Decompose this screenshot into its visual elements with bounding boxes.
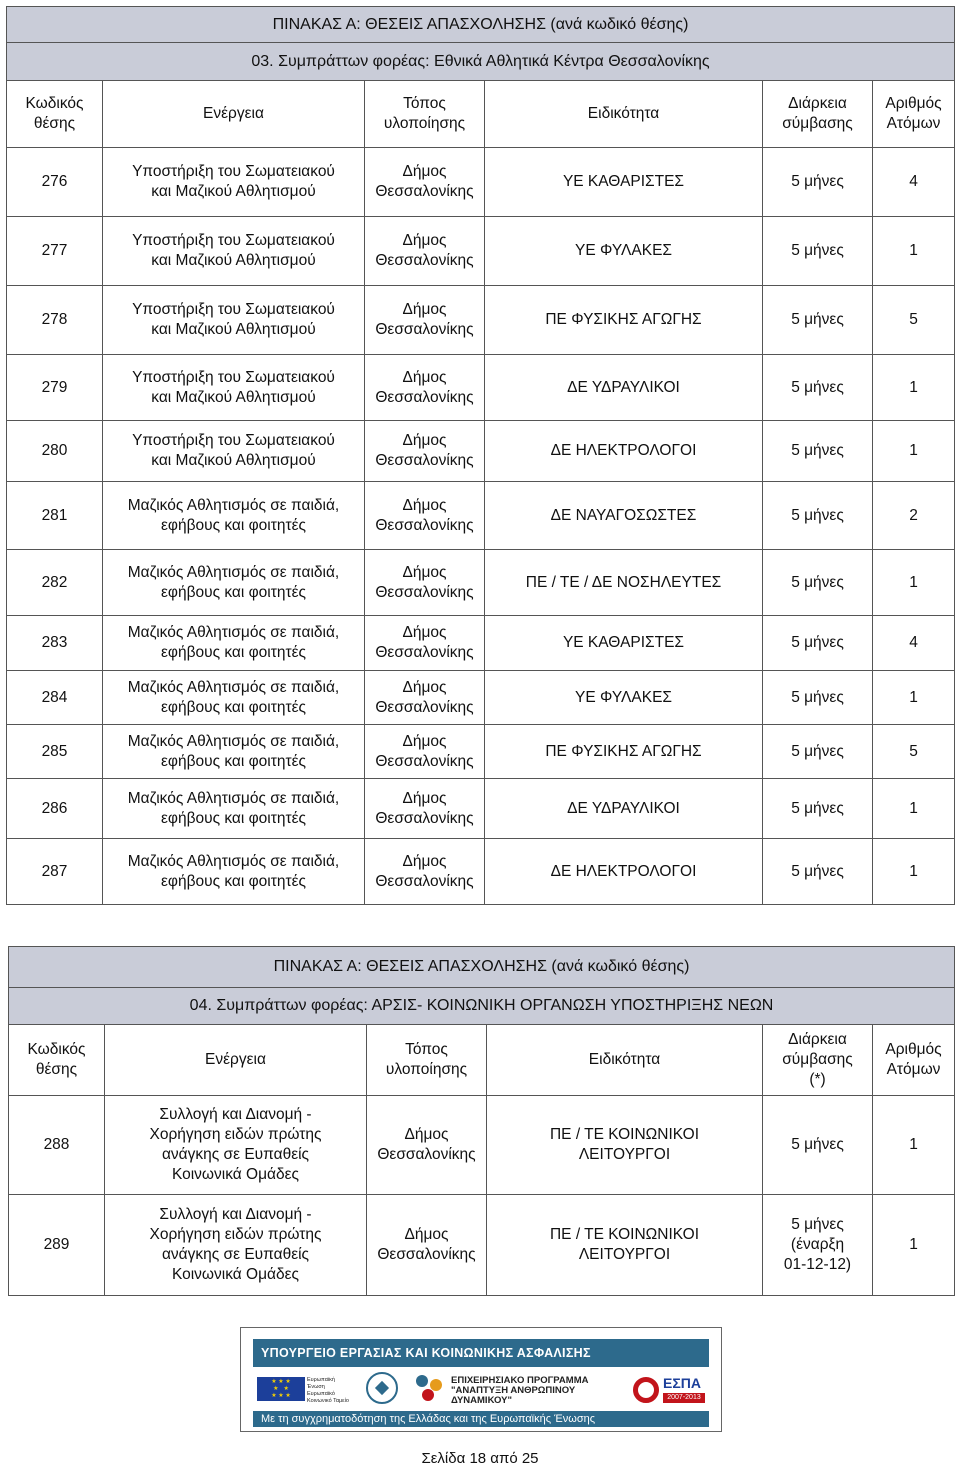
espa-years: 2007-2013 (663, 1393, 705, 1403)
cell-duration: 5 μήνες (763, 217, 873, 286)
espa-logo (633, 1373, 707, 1407)
cell-action: Υποστήριξη του Σωματειακού και Μαζικού Αθλητισμού (103, 148, 365, 217)
cell-specialty: ΔΕ ΗΛΕΚΤΡΟΛΟΓΟΙ (485, 839, 763, 905)
cell-code: 277 (7, 217, 103, 286)
cell-code: 278 (7, 286, 103, 355)
header-place: Τόπος υλοποίησης (367, 1025, 487, 1096)
header-persons: Αριθμός Ατόμων (873, 1025, 955, 1096)
cell-action: Υποστήριξη του Σωματειακού και Μαζικού Αθλητισμού (103, 286, 365, 355)
cell-specialty: ΔΕ ΥΔΡΑΥΛΙΚΟΙ (485, 355, 763, 421)
cell-duration: 5 μήνες (763, 616, 873, 671)
cell-place: Δήμος Θεσσαλονίκης (367, 1096, 487, 1195)
cell-duration: 5 μήνες (763, 148, 873, 217)
partner-title: 04. Συμπράττων φορέας: ΑΡΣΙΣ- ΚΟΙΝΩΝΙΚΗ ΟΡΓΑΝΩΣΗ ΥΠΟΣΤΗΡΙΞΗΣ ΝΕΩΝ (9, 988, 955, 1025)
cell-specialty: ΠΕ ΦΥΣΙΚΗΣ ΑΓΩΓΗΣ (485, 286, 763, 355)
partner-title: 03. Συμπράττων φορέας: Εθνικά Αθλητικά Κέντρα Θεσσαλονίκης (7, 43, 955, 81)
table-title: ΠΙΝΑΚΑΣ Α: ΘΕΣΕΙΣ ΑΠΑΣΧΟΛΗΣΗΣ (ανά κωδικό θέσης) (7, 7, 955, 43)
cell-duration: 5 μήνες (763, 482, 873, 550)
header-duration: Διάρκεια σύμβασης (763, 81, 873, 148)
cell-specialty: ΠΕ / ΤΕ ΚΟΙΝΩΝΙΚΟΙ ΛΕΙΤΟΥΡΓΟΙ (487, 1195, 763, 1296)
cell-action: Συλλογή και Διανομή - Χορήγηση ειδών πρώτης ανάγκης σε Ευπαθείς Κοινωνικά Ομάδες (105, 1096, 367, 1195)
cell-specialty: ΠΕ ΦΥΣΙΚΗΣ ΑΓΩΓΗΣ (485, 725, 763, 779)
table-row (7, 286, 955, 355)
cell-duration: 5 μήνες (763, 355, 873, 421)
cell-code: 284 (7, 671, 103, 725)
eu-flag-icon: ★ ★ ★ ★ ★ ★ ★ ★ (257, 1377, 305, 1401)
cell-persons: 1 (873, 839, 955, 905)
cell-persons: 1 (873, 217, 955, 286)
cell-persons: 1 (873, 421, 955, 482)
cell-code: 287 (7, 839, 103, 905)
cell-place: Δήμος Θεσσαλονίκης (365, 725, 485, 779)
header-row (7, 81, 955, 148)
cell-specialty: ΠΕ / ΤΕ ΚΟΙΝΩΝΙΚΟΙ ΛΕΙΤΟΥΡΓΟΙ (487, 1096, 763, 1195)
cell-code: 282 (7, 550, 103, 616)
cofinancing-banner (240, 1327, 722, 1432)
cell-duration: 5 μήνες (763, 725, 873, 779)
cofinancing-bar: Με τη συγχρηματοδότηση της Ελλάδας και της Ευρωπαϊκής Ένωσης (253, 1411, 709, 1427)
cell-code: 288 (9, 1096, 105, 1195)
cell-action: Μαζικός Αθλητισμός σε παιδιά, εφήβους και φοιτητές (103, 482, 365, 550)
cell-code: 276 (7, 148, 103, 217)
cell-action: Μαζικός Αθλητισμός σε παιδιά, εφήβους και φοιτητές (103, 616, 365, 671)
cell-code: 279 (7, 355, 103, 421)
cell-persons: 1 (873, 1195, 955, 1296)
cell-persons: 1 (873, 550, 955, 616)
cell-persons: 5 (873, 286, 955, 355)
cell-persons: 5 (873, 725, 955, 779)
header-action: Ενέργεια (103, 81, 365, 148)
header-action: Ενέργεια (105, 1025, 367, 1096)
cell-persons: 1 (873, 671, 955, 725)
cell-action: Μαζικός Αθλητισμός σε παιδιά, εφήβους και φοιτητές (103, 839, 365, 905)
cell-persons: 1 (873, 1096, 955, 1195)
cell-persons: 4 (873, 148, 955, 217)
cell-place: Δήμος Θεσσαλονίκης (365, 217, 485, 286)
cell-specialty: ΔΕ ΝΑΥΑΓΟΣΩΣΤΕΣ (485, 482, 763, 550)
page-number: Σελίδα 18 από 25 (421, 1450, 539, 1467)
header-code: Κωδικός θέσης (9, 1025, 105, 1096)
cell-code: 283 (7, 616, 103, 671)
header-place: Τόπος υλοποίησης (365, 81, 485, 148)
cell-action: Υποστήριξη του Σωματειακού και Μαζικού Αθλητισμού (103, 421, 365, 482)
cell-place: Δήμος Θεσσαλονίκης (365, 671, 485, 725)
cell-place: Δήμος Θεσσαλονίκης (365, 286, 485, 355)
cell-duration: 5 μήνες (763, 550, 873, 616)
cell-code: 285 (7, 725, 103, 779)
cell-specialty: ΥΕ ΚΑΘΑΡΙΣΤΕΣ (485, 616, 763, 671)
table-row (9, 1096, 955, 1195)
cell-action: Μαζικός Αθλητισμός σε παιδιά, εφήβους και φοιτητές (103, 725, 365, 779)
cell-duration: 5 μήνες (763, 1096, 873, 1195)
cell-code: 280 (7, 421, 103, 482)
cell-place: Δήμος Θεσσαλονίκης (365, 355, 485, 421)
table-row (7, 671, 955, 725)
espa-circle-icon (633, 1377, 659, 1403)
cell-action: Μαζικός Αθλητισμός σε παιδιά, εφήβους και φοιτητές (103, 779, 365, 839)
table-row (9, 1195, 955, 1296)
cell-specialty: ΠΕ / ΤΕ / ΔΕ ΝΟΣΗΛΕΥΤΕΣ (485, 550, 763, 616)
table-row (7, 482, 955, 550)
cell-duration: 5 μήνες (763, 671, 873, 725)
header-specialty: Ειδικότητα (487, 1025, 763, 1096)
table-row (7, 421, 955, 482)
cell-duration: 5 μήνες (763, 839, 873, 905)
program-name: ΕΠΙΧΕΙΡΗΣΙΑΚΟ ΠΡΟΓΡΑΜΜΑ "ΑΝΑΠΤΥΞΗ ΑΝΘΡΩΠΙΝΟΥ ΔΥΝΑΜΙΚΟΥ" (451, 1375, 589, 1406)
table-row (7, 355, 955, 421)
header-persons: Αριθμός Ατόμων (873, 81, 955, 148)
cell-action: Συλλογή και Διανομή - Χορήγηση ειδών πρώτης ανάγκης σε Ευπαθείς Κοινωνικά Ομάδες (105, 1195, 367, 1296)
program-logo-icon (416, 1375, 446, 1403)
cell-code: 289 (9, 1195, 105, 1296)
cell-duration: 5 μήνες (763, 421, 873, 482)
cell-place: Δήμος Θεσσαλονίκης (365, 421, 485, 482)
positions-table-03 (6, 6, 955, 905)
espa-word: ΕΣΠΑ (663, 1375, 701, 1391)
cell-specialty: ΥΕ ΦΥΛΑΚΕΣ (485, 671, 763, 725)
cell-place: Δήμος Θεσσαλονίκης (365, 148, 485, 217)
cell-specialty: ΥΕ ΚΑΘΑΡΙΣΤΕΣ (485, 148, 763, 217)
cell-place: Δήμος Θεσσαλονίκης (365, 779, 485, 839)
header-duration: Διάρκεια σύμβασης (*) (763, 1025, 873, 1096)
header-code: Κωδικός θέσης (7, 81, 103, 148)
table-row (7, 148, 955, 217)
cell-specialty: ΔΕ ΗΛΕΚΤΡΟΛΟΓΟΙ (485, 421, 763, 482)
cell-place: Δήμος Θεσσαλονίκης (367, 1195, 487, 1296)
cell-duration: 5 μήνες (έναρξη 01-12-12) (763, 1195, 873, 1296)
table-row (7, 725, 955, 779)
table-title: ΠΙΝΑΚΑΣ Α: ΘΕΣΕΙΣ ΑΠΑΣΧΟΛΗΣΗΣ (ανά κωδικό θέσης) (9, 947, 955, 988)
header-row (9, 1025, 955, 1096)
table-row (7, 217, 955, 286)
positions-table-04 (8, 946, 955, 1296)
cell-place: Δήμος Θεσσαλονίκης (365, 616, 485, 671)
cell-place: Δήμος Θεσσαλονίκης (365, 550, 485, 616)
cell-place: Δήμος Θεσσαλονίκης (365, 839, 485, 905)
cell-action: Υποστήριξη του Σωματειακού και Μαζικού Αθλητισμού (103, 355, 365, 421)
cell-persons: 1 (873, 779, 955, 839)
cell-place: Δήμος Θεσσαλονίκης (365, 482, 485, 550)
table-row (7, 616, 955, 671)
cell-action: Μαζικός Αθλητισμός σε παιδιά, εφήβους και φοιτητές (103, 671, 365, 725)
cell-code: 281 (7, 482, 103, 550)
table-row (7, 839, 955, 905)
cell-persons: 2 (873, 482, 955, 550)
cell-duration: 5 μήνες (763, 779, 873, 839)
header-specialty: Ειδικότητα (485, 81, 763, 148)
table-row (7, 550, 955, 616)
cell-action: Υποστήριξη του Σωματειακού και Μαζικού Αθλητισμού (103, 217, 365, 286)
greek-seal-icon (366, 1372, 398, 1404)
cell-action: Μαζικός Αθλητισμός σε παιδιά, εφήβους και φοιτητές (103, 550, 365, 616)
cell-specialty: ΔΕ ΥΔΡΑΥΛΙΚΟΙ (485, 779, 763, 839)
cell-specialty: ΥΕ ΦΥΛΑΚΕΣ (485, 217, 763, 286)
cell-persons: 4 (873, 616, 955, 671)
cell-duration: 5 μήνες (763, 286, 873, 355)
cell-persons: 1 (873, 355, 955, 421)
table-row (7, 779, 955, 839)
cell-code: 286 (7, 779, 103, 839)
eu-label: Ευρωπαϊκή Ένωση Ευρωπαϊκό Κοινωνικό Ταμείο (307, 1377, 349, 1404)
ministry-bar: ΥΠΟΥΡΓΕΙΟ ΕΡΓΑΣΙΑΣ ΚΑΙ ΚΟΙΝΩΝΙΚΗΣ ΑΣΦΑΛΙΣΗΣ (253, 1339, 709, 1367)
